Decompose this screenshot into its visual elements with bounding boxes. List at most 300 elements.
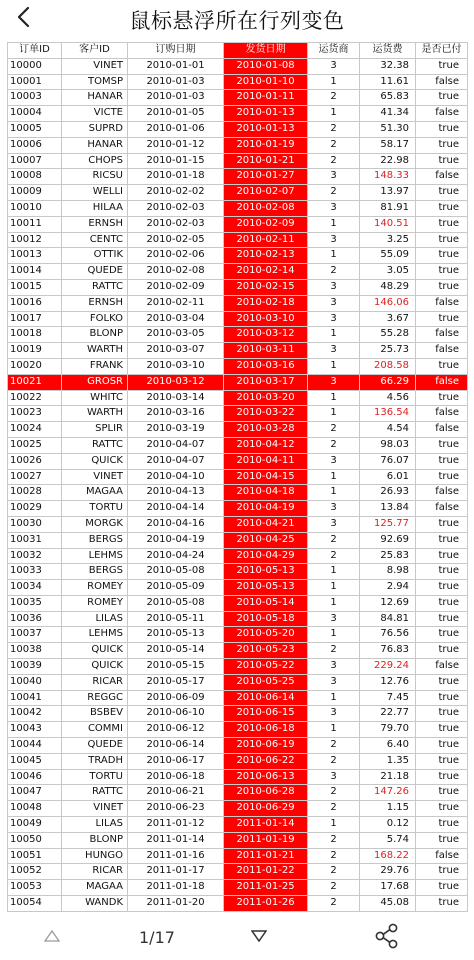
cell-order-date[interactable]: 2010-02-11 bbox=[128, 295, 224, 311]
cell-freight[interactable]: 11.61 bbox=[360, 74, 416, 90]
table-row[interactable] bbox=[8, 311, 468, 327]
table-row[interactable] bbox=[8, 248, 468, 264]
cell-paid[interactable]: false bbox=[416, 169, 468, 185]
cell-order-id[interactable]: 10030 bbox=[8, 516, 62, 532]
cell-customer-id[interactable]: TOMSP bbox=[62, 74, 128, 90]
cell-paid[interactable]: true bbox=[416, 185, 468, 201]
cell-ship-date[interactable]: 2010-04-21 bbox=[224, 516, 308, 532]
table-row[interactable] bbox=[8, 832, 468, 848]
cell-order-id[interactable]: 10052 bbox=[8, 864, 62, 880]
table-row[interactable] bbox=[8, 611, 468, 627]
cell-customer-id[interactable]: QUEDE bbox=[62, 264, 128, 280]
cell-freight[interactable]: 55.09 bbox=[360, 248, 416, 264]
cell-order-id[interactable]: 10006 bbox=[8, 137, 62, 153]
cell-customer-id[interactable]: RATTC bbox=[62, 437, 128, 453]
cell-customer-id[interactable]: SPLIR bbox=[62, 422, 128, 438]
cell-ship-date[interactable]: 2010-01-11 bbox=[224, 90, 308, 106]
cell-order-id[interactable]: 10049 bbox=[8, 817, 62, 833]
cell-freight[interactable]: 92.69 bbox=[360, 532, 416, 548]
cell-order-date[interactable]: 2011-01-14 bbox=[128, 832, 224, 848]
table-row[interactable] bbox=[8, 74, 468, 90]
cell-shipper[interactable]: 2 bbox=[308, 832, 360, 848]
cell-paid[interactable]: false bbox=[416, 343, 468, 359]
cell-order-id[interactable]: 10046 bbox=[8, 769, 62, 785]
cell-customer-id[interactable]: GROSR bbox=[62, 374, 128, 390]
cell-customer-id[interactable]: VINET bbox=[62, 801, 128, 817]
table-row[interactable] bbox=[8, 548, 468, 564]
table-row[interactable] bbox=[8, 674, 468, 690]
cell-order-date[interactable]: 2010-05-09 bbox=[128, 580, 224, 596]
table-row[interactable] bbox=[8, 406, 468, 422]
cell-freight[interactable]: 125.77 bbox=[360, 516, 416, 532]
cell-customer-id[interactable]: BLONP bbox=[62, 832, 128, 848]
cell-freight[interactable]: 13.84 bbox=[360, 501, 416, 517]
cell-order-date[interactable]: 2010-02-08 bbox=[128, 264, 224, 280]
cell-shipper[interactable]: 1 bbox=[308, 74, 360, 90]
table-row[interactable] bbox=[8, 185, 468, 201]
cell-ship-date[interactable]: 2010-02-13 bbox=[224, 248, 308, 264]
cell-shipper[interactable]: 1 bbox=[308, 469, 360, 485]
cell-customer-id[interactable]: COMMI bbox=[62, 722, 128, 738]
cell-shipper[interactable]: 1 bbox=[308, 690, 360, 706]
cell-customer-id[interactable]: MAGAA bbox=[62, 880, 128, 896]
cell-customer-id[interactable]: BERGS bbox=[62, 564, 128, 580]
cell-order-id[interactable]: 10032 bbox=[8, 548, 62, 564]
cell-order-id[interactable]: 10010 bbox=[8, 200, 62, 216]
cell-order-date[interactable]: 2010-06-17 bbox=[128, 753, 224, 769]
cell-order-date[interactable]: 2011-01-20 bbox=[128, 896, 224, 912]
cell-freight[interactable]: 55.28 bbox=[360, 327, 416, 343]
cell-paid[interactable]: true bbox=[416, 722, 468, 738]
cell-paid[interactable]: true bbox=[416, 832, 468, 848]
cell-ship-date[interactable]: 2011-01-21 bbox=[224, 848, 308, 864]
cell-ship-date[interactable]: 2010-02-08 bbox=[224, 200, 308, 216]
cell-order-date[interactable]: 2010-04-14 bbox=[128, 501, 224, 517]
cell-order-id[interactable]: 10033 bbox=[8, 564, 62, 580]
cell-order-date[interactable]: 2010-04-07 bbox=[128, 437, 224, 453]
cell-order-id[interactable]: 10038 bbox=[8, 643, 62, 659]
cell-shipper[interactable]: 3 bbox=[308, 232, 360, 248]
cell-paid[interactable]: true bbox=[416, 548, 468, 564]
table-row[interactable] bbox=[8, 327, 468, 343]
cell-order-date[interactable]: 2010-02-06 bbox=[128, 248, 224, 264]
cell-order-date[interactable]: 2010-03-07 bbox=[128, 343, 224, 359]
cell-shipper[interactable]: 3 bbox=[308, 169, 360, 185]
cell-order-date[interactable]: 2010-05-14 bbox=[128, 643, 224, 659]
cell-order-id[interactable]: 10023 bbox=[8, 406, 62, 422]
cell-customer-id[interactable]: RATTC bbox=[62, 785, 128, 801]
cell-freight[interactable]: 66.29 bbox=[360, 374, 416, 390]
cell-ship-date[interactable]: 2010-05-18 bbox=[224, 611, 308, 627]
cell-customer-id[interactable]: ROMEY bbox=[62, 595, 128, 611]
cell-paid[interactable]: false bbox=[416, 327, 468, 343]
cell-freight[interactable]: 29.76 bbox=[360, 864, 416, 880]
cell-order-date[interactable]: 2010-01-05 bbox=[128, 106, 224, 122]
table-row[interactable] bbox=[8, 390, 468, 406]
cell-order-id[interactable]: 10012 bbox=[8, 232, 62, 248]
table-row[interactable] bbox=[8, 216, 468, 232]
cell-order-id[interactable]: 10050 bbox=[8, 832, 62, 848]
cell-customer-id[interactable]: CHOPS bbox=[62, 153, 128, 169]
table-row[interactable] bbox=[8, 785, 468, 801]
cell-customer-id[interactable]: ROMEY bbox=[62, 580, 128, 596]
cell-customer-id[interactable]: WARTH bbox=[62, 406, 128, 422]
cell-shipper[interactable]: 3 bbox=[308, 374, 360, 390]
cell-shipper[interactable]: 1 bbox=[308, 722, 360, 738]
cell-freight[interactable]: 17.68 bbox=[360, 880, 416, 896]
cell-ship-date[interactable]: 2011-01-14 bbox=[224, 817, 308, 833]
cell-ship-date[interactable]: 2010-06-22 bbox=[224, 753, 308, 769]
table-row[interactable] bbox=[8, 532, 468, 548]
cell-order-id[interactable]: 10039 bbox=[8, 659, 62, 675]
cell-paid[interactable]: true bbox=[416, 753, 468, 769]
cell-order-id[interactable]: 10037 bbox=[8, 627, 62, 643]
cell-customer-id[interactable]: LILAS bbox=[62, 611, 128, 627]
cell-ship-date[interactable]: 2010-02-18 bbox=[224, 295, 308, 311]
cell-ship-date[interactable]: 2010-01-19 bbox=[224, 137, 308, 153]
cell-order-id[interactable]: 10016 bbox=[8, 295, 62, 311]
cell-ship-date[interactable]: 2011-01-25 bbox=[224, 880, 308, 896]
cell-ship-date[interactable]: 2010-06-18 bbox=[224, 722, 308, 738]
triangle-down-icon[interactable] bbox=[251, 930, 267, 942]
cell-shipper[interactable]: 3 bbox=[308, 200, 360, 216]
cell-paid[interactable]: true bbox=[416, 358, 468, 374]
cell-ship-date[interactable]: 2010-02-11 bbox=[224, 232, 308, 248]
cell-order-id[interactable]: 10035 bbox=[8, 595, 62, 611]
cell-order-date[interactable]: 2010-05-08 bbox=[128, 595, 224, 611]
cell-customer-id[interactable]: REGGC bbox=[62, 690, 128, 706]
cell-ship-date[interactable]: 2010-05-22 bbox=[224, 659, 308, 675]
cell-ship-date[interactable]: 2010-04-19 bbox=[224, 501, 308, 517]
cell-order-date[interactable]: 2010-06-18 bbox=[128, 769, 224, 785]
table-row[interactable] bbox=[8, 422, 468, 438]
table-row[interactable] bbox=[8, 453, 468, 469]
cell-freight[interactable]: 4.54 bbox=[360, 422, 416, 438]
cell-order-id[interactable]: 10017 bbox=[8, 311, 62, 327]
cell-ship-date[interactable]: 2010-06-19 bbox=[224, 738, 308, 754]
table-row[interactable] bbox=[8, 295, 468, 311]
cell-freight[interactable]: 76.07 bbox=[360, 453, 416, 469]
cell-order-id[interactable]: 10042 bbox=[8, 706, 62, 722]
table-row[interactable] bbox=[8, 264, 468, 280]
cell-ship-date[interactable]: 2010-03-12 bbox=[224, 327, 308, 343]
cell-freight[interactable]: 79.70 bbox=[360, 722, 416, 738]
cell-customer-id[interactable]: ERNSH bbox=[62, 295, 128, 311]
cell-order-date[interactable]: 2010-01-15 bbox=[128, 153, 224, 169]
cell-paid[interactable]: true bbox=[416, 611, 468, 627]
cell-freight[interactable]: 1.15 bbox=[360, 801, 416, 817]
cell-order-date[interactable]: 2010-04-13 bbox=[128, 485, 224, 501]
cell-freight[interactable]: 3.67 bbox=[360, 311, 416, 327]
cell-paid[interactable]: true bbox=[416, 137, 468, 153]
table-row[interactable] bbox=[8, 516, 468, 532]
cell-shipper[interactable]: 1 bbox=[308, 106, 360, 122]
cell-customer-id[interactable]: VICTE bbox=[62, 106, 128, 122]
cell-ship-date[interactable]: 2010-01-08 bbox=[224, 58, 308, 74]
cell-customer-id[interactable]: RATTC bbox=[62, 279, 128, 295]
cell-paid[interactable]: true bbox=[416, 627, 468, 643]
table-row[interactable] bbox=[8, 848, 468, 864]
cell-ship-date[interactable]: 2010-03-28 bbox=[224, 422, 308, 438]
cell-shipper[interactable]: 2 bbox=[308, 121, 360, 137]
cell-order-id[interactable]: 10008 bbox=[8, 169, 62, 185]
cell-ship-date[interactable]: 2011-01-19 bbox=[224, 832, 308, 848]
cell-shipper[interactable]: 2 bbox=[308, 880, 360, 896]
cell-shipper[interactable]: 1 bbox=[308, 817, 360, 833]
cell-order-id[interactable]: 10029 bbox=[8, 501, 62, 517]
cell-paid[interactable]: true bbox=[416, 216, 468, 232]
cell-order-id[interactable]: 10051 bbox=[8, 848, 62, 864]
cell-ship-date[interactable]: 2010-05-23 bbox=[224, 643, 308, 659]
cell-shipper[interactable]: 2 bbox=[308, 185, 360, 201]
cell-shipper[interactable]: 1 bbox=[308, 390, 360, 406]
cell-paid[interactable]: true bbox=[416, 595, 468, 611]
cell-customer-id[interactable]: FOLKO bbox=[62, 311, 128, 327]
cell-customer-id[interactable]: QUICK bbox=[62, 643, 128, 659]
table-row[interactable] bbox=[8, 469, 468, 485]
cell-shipper[interactable]: 1 bbox=[308, 216, 360, 232]
cell-paid[interactable]: false bbox=[416, 659, 468, 675]
cell-freight[interactable]: 76.83 bbox=[360, 643, 416, 659]
table-row[interactable] bbox=[8, 801, 468, 817]
cell-shipper[interactable]: 1 bbox=[308, 358, 360, 374]
cell-paid[interactable]: true bbox=[416, 564, 468, 580]
cell-ship-date[interactable]: 2010-05-13 bbox=[224, 564, 308, 580]
cell-ship-date[interactable]: 2010-06-14 bbox=[224, 690, 308, 706]
cell-ship-date[interactable]: 2010-01-13 bbox=[224, 121, 308, 137]
cell-ship-date[interactable]: 2010-01-13 bbox=[224, 106, 308, 122]
cell-ship-date[interactable]: 2010-04-11 bbox=[224, 453, 308, 469]
cell-paid[interactable]: false bbox=[416, 848, 468, 864]
cell-customer-id[interactable]: HANAR bbox=[62, 90, 128, 106]
cell-order-date[interactable]: 2010-01-12 bbox=[128, 137, 224, 153]
cell-freight[interactable]: 51.30 bbox=[360, 121, 416, 137]
table-row[interactable] bbox=[8, 121, 468, 137]
cell-ship-date[interactable]: 2010-06-28 bbox=[224, 785, 308, 801]
cell-customer-id[interactable]: FRANK bbox=[62, 358, 128, 374]
cell-ship-date[interactable]: 2010-06-13 bbox=[224, 769, 308, 785]
cell-paid[interactable]: true bbox=[416, 390, 468, 406]
header-order-id[interactable]: 订单ID bbox=[8, 43, 62, 59]
cell-shipper[interactable]: 2 bbox=[308, 422, 360, 438]
cell-ship-date[interactable]: 2010-04-18 bbox=[224, 485, 308, 501]
cell-order-date[interactable]: 2010-03-04 bbox=[128, 311, 224, 327]
cell-customer-id[interactable]: BERGS bbox=[62, 532, 128, 548]
cell-order-id[interactable]: 10020 bbox=[8, 358, 62, 374]
cell-shipper[interactable]: 1 bbox=[308, 406, 360, 422]
cell-order-date[interactable]: 2010-01-06 bbox=[128, 121, 224, 137]
cell-order-id[interactable]: 10009 bbox=[8, 185, 62, 201]
cell-freight[interactable]: 1.35 bbox=[360, 753, 416, 769]
cell-order-id[interactable]: 10005 bbox=[8, 121, 62, 137]
cell-customer-id[interactable]: SUPRD bbox=[62, 121, 128, 137]
cell-order-date[interactable]: 2010-06-21 bbox=[128, 785, 224, 801]
cell-customer-id[interactable]: QUEDE bbox=[62, 738, 128, 754]
cell-paid[interactable]: true bbox=[416, 279, 468, 295]
cell-customer-id[interactable]: HUNGO bbox=[62, 848, 128, 864]
cell-paid[interactable]: true bbox=[416, 690, 468, 706]
cell-order-date[interactable]: 2010-02-03 bbox=[128, 200, 224, 216]
cell-paid[interactable]: true bbox=[416, 264, 468, 280]
share-icon[interactable] bbox=[374, 923, 400, 949]
table-row[interactable] bbox=[8, 485, 468, 501]
cell-freight[interactable]: 45.08 bbox=[360, 896, 416, 912]
cell-order-id[interactable]: 10054 bbox=[8, 896, 62, 912]
cell-paid[interactable]: true bbox=[416, 580, 468, 596]
cell-order-date[interactable]: 2010-02-02 bbox=[128, 185, 224, 201]
cell-order-id[interactable]: 10011 bbox=[8, 216, 62, 232]
table-row[interactable] bbox=[8, 437, 468, 453]
cell-order-id[interactable]: 10041 bbox=[8, 690, 62, 706]
cell-shipper[interactable]: 2 bbox=[308, 532, 360, 548]
cell-paid[interactable]: true bbox=[416, 643, 468, 659]
cell-shipper[interactable]: 2 bbox=[308, 738, 360, 754]
cell-paid[interactable]: true bbox=[416, 248, 468, 264]
cell-freight[interactable]: 13.97 bbox=[360, 185, 416, 201]
cell-customer-id[interactable]: OTTIK bbox=[62, 248, 128, 264]
cell-order-id[interactable]: 10045 bbox=[8, 753, 62, 769]
cell-shipper[interactable]: 3 bbox=[308, 706, 360, 722]
cell-freight[interactable]: 81.91 bbox=[360, 200, 416, 216]
cell-ship-date[interactable]: 2010-02-15 bbox=[224, 279, 308, 295]
table-row[interactable] bbox=[8, 722, 468, 738]
cell-paid[interactable]: true bbox=[416, 864, 468, 880]
table-row[interactable] bbox=[8, 659, 468, 675]
cell-order-date[interactable]: 2010-03-10 bbox=[128, 358, 224, 374]
cell-paid[interactable]: true bbox=[416, 801, 468, 817]
cell-customer-id[interactable]: MORGK bbox=[62, 516, 128, 532]
cell-order-date[interactable]: 2010-04-16 bbox=[128, 516, 224, 532]
cell-order-id[interactable]: 10026 bbox=[8, 453, 62, 469]
table-row[interactable] bbox=[8, 564, 468, 580]
cell-order-id[interactable]: 10053 bbox=[8, 880, 62, 896]
cell-freight[interactable]: 84.81 bbox=[360, 611, 416, 627]
table-row[interactable] bbox=[8, 595, 468, 611]
cell-paid[interactable]: true bbox=[416, 817, 468, 833]
table-row[interactable] bbox=[8, 153, 468, 169]
cell-order-date[interactable]: 2010-05-11 bbox=[128, 611, 224, 627]
cell-order-id[interactable]: 10000 bbox=[8, 58, 62, 74]
cell-order-id[interactable]: 10040 bbox=[8, 674, 62, 690]
cell-freight[interactable]: 5.74 bbox=[360, 832, 416, 848]
cell-freight[interactable]: 48.29 bbox=[360, 279, 416, 295]
cell-order-id[interactable]: 10021 bbox=[8, 374, 62, 390]
cell-order-id[interactable]: 10036 bbox=[8, 611, 62, 627]
cell-paid[interactable]: true bbox=[416, 437, 468, 453]
cell-shipper[interactable]: 2 bbox=[308, 896, 360, 912]
cell-freight[interactable]: 0.12 bbox=[360, 817, 416, 833]
cell-paid[interactable]: false bbox=[416, 501, 468, 517]
cell-shipper[interactable]: 2 bbox=[308, 137, 360, 153]
cell-shipper[interactable]: 3 bbox=[308, 674, 360, 690]
cell-order-id[interactable]: 10031 bbox=[8, 532, 62, 548]
cell-shipper[interactable]: 2 bbox=[308, 90, 360, 106]
cell-shipper[interactable]: 2 bbox=[308, 864, 360, 880]
cell-customer-id[interactable]: MAGAA bbox=[62, 485, 128, 501]
table-row[interactable] bbox=[8, 200, 468, 216]
cell-customer-id[interactable]: TORTU bbox=[62, 501, 128, 517]
cell-paid[interactable]: true bbox=[416, 532, 468, 548]
cell-ship-date[interactable]: 2010-04-25 bbox=[224, 532, 308, 548]
cell-customer-id[interactable]: ERNSH bbox=[62, 216, 128, 232]
cell-customer-id[interactable]: HILAA bbox=[62, 200, 128, 216]
cell-shipper[interactable]: 1 bbox=[308, 327, 360, 343]
cell-shipper[interactable]: 1 bbox=[308, 595, 360, 611]
cell-freight[interactable]: 168.22 bbox=[360, 848, 416, 864]
cell-customer-id[interactable]: RICSU bbox=[62, 169, 128, 185]
cell-paid[interactable]: true bbox=[416, 706, 468, 722]
cell-order-id[interactable]: 10003 bbox=[8, 90, 62, 106]
header-customer-id[interactable]: 客户ID bbox=[62, 43, 128, 59]
cell-ship-date[interactable]: 2010-05-13 bbox=[224, 580, 308, 596]
cell-shipper[interactable]: 2 bbox=[308, 801, 360, 817]
cell-paid[interactable]: true bbox=[416, 453, 468, 469]
cell-ship-date[interactable]: 2010-03-16 bbox=[224, 358, 308, 374]
cell-freight[interactable]: 21.18 bbox=[360, 769, 416, 785]
table-row[interactable] bbox=[8, 358, 468, 374]
cell-ship-date[interactable]: 2010-04-12 bbox=[224, 437, 308, 453]
cell-paid[interactable]: true bbox=[416, 311, 468, 327]
cell-ship-date[interactable]: 2010-01-27 bbox=[224, 169, 308, 185]
cell-paid[interactable]: false bbox=[416, 406, 468, 422]
cell-freight[interactable]: 12.69 bbox=[360, 595, 416, 611]
table-row[interactable] bbox=[8, 580, 468, 596]
triangle-up-icon[interactable] bbox=[44, 930, 60, 942]
cell-ship-date[interactable]: 2010-06-15 bbox=[224, 706, 308, 722]
cell-shipper[interactable]: 2 bbox=[308, 548, 360, 564]
cell-customer-id[interactable]: LEHMS bbox=[62, 627, 128, 643]
table-row[interactable] bbox=[8, 690, 468, 706]
cell-paid[interactable]: true bbox=[416, 200, 468, 216]
cell-paid[interactable]: true bbox=[416, 769, 468, 785]
cell-paid[interactable]: true bbox=[416, 516, 468, 532]
cell-shipper[interactable]: 2 bbox=[308, 785, 360, 801]
header-freight[interactable]: 运货费 bbox=[360, 43, 416, 59]
cell-order-date[interactable]: 2010-06-14 bbox=[128, 738, 224, 754]
table-row[interactable] bbox=[8, 232, 468, 248]
cell-order-id[interactable]: 10015 bbox=[8, 279, 62, 295]
table-row[interactable] bbox=[8, 374, 468, 390]
cell-ship-date[interactable]: 2010-05-14 bbox=[224, 595, 308, 611]
cell-customer-id[interactable]: QUICK bbox=[62, 453, 128, 469]
cell-paid[interactable]: false bbox=[416, 106, 468, 122]
cell-paid[interactable]: true bbox=[416, 153, 468, 169]
cell-ship-date[interactable]: 2010-03-11 bbox=[224, 343, 308, 359]
cell-order-id[interactable]: 10043 bbox=[8, 722, 62, 738]
cell-order-date[interactable]: 2010-06-12 bbox=[128, 722, 224, 738]
cell-order-date[interactable]: 2010-05-13 bbox=[128, 627, 224, 643]
cell-ship-date[interactable]: 2010-04-15 bbox=[224, 469, 308, 485]
cell-freight[interactable]: 32.38 bbox=[360, 58, 416, 74]
cell-paid[interactable]: true bbox=[416, 674, 468, 690]
cell-order-id[interactable]: 10028 bbox=[8, 485, 62, 501]
cell-ship-date[interactable]: 2010-03-17 bbox=[224, 374, 308, 390]
cell-order-date[interactable]: 2011-01-16 bbox=[128, 848, 224, 864]
cell-customer-id[interactable]: WANDK bbox=[62, 896, 128, 912]
cell-paid[interactable]: false bbox=[416, 374, 468, 390]
cell-ship-date[interactable]: 2010-03-20 bbox=[224, 390, 308, 406]
cell-order-date[interactable]: 2010-06-23 bbox=[128, 801, 224, 817]
cell-ship-date[interactable]: 2010-02-07 bbox=[224, 185, 308, 201]
cell-paid[interactable]: true bbox=[416, 58, 468, 74]
cell-shipper[interactable]: 1 bbox=[308, 580, 360, 596]
cell-order-date[interactable]: 2010-04-19 bbox=[128, 532, 224, 548]
table-row[interactable] bbox=[8, 90, 468, 106]
cell-customer-id[interactable]: QUICK bbox=[62, 659, 128, 675]
cell-order-id[interactable]: 10013 bbox=[8, 248, 62, 264]
header-shipper[interactable]: 运货商 bbox=[308, 43, 360, 59]
cell-freight[interactable]: 208.58 bbox=[360, 358, 416, 374]
